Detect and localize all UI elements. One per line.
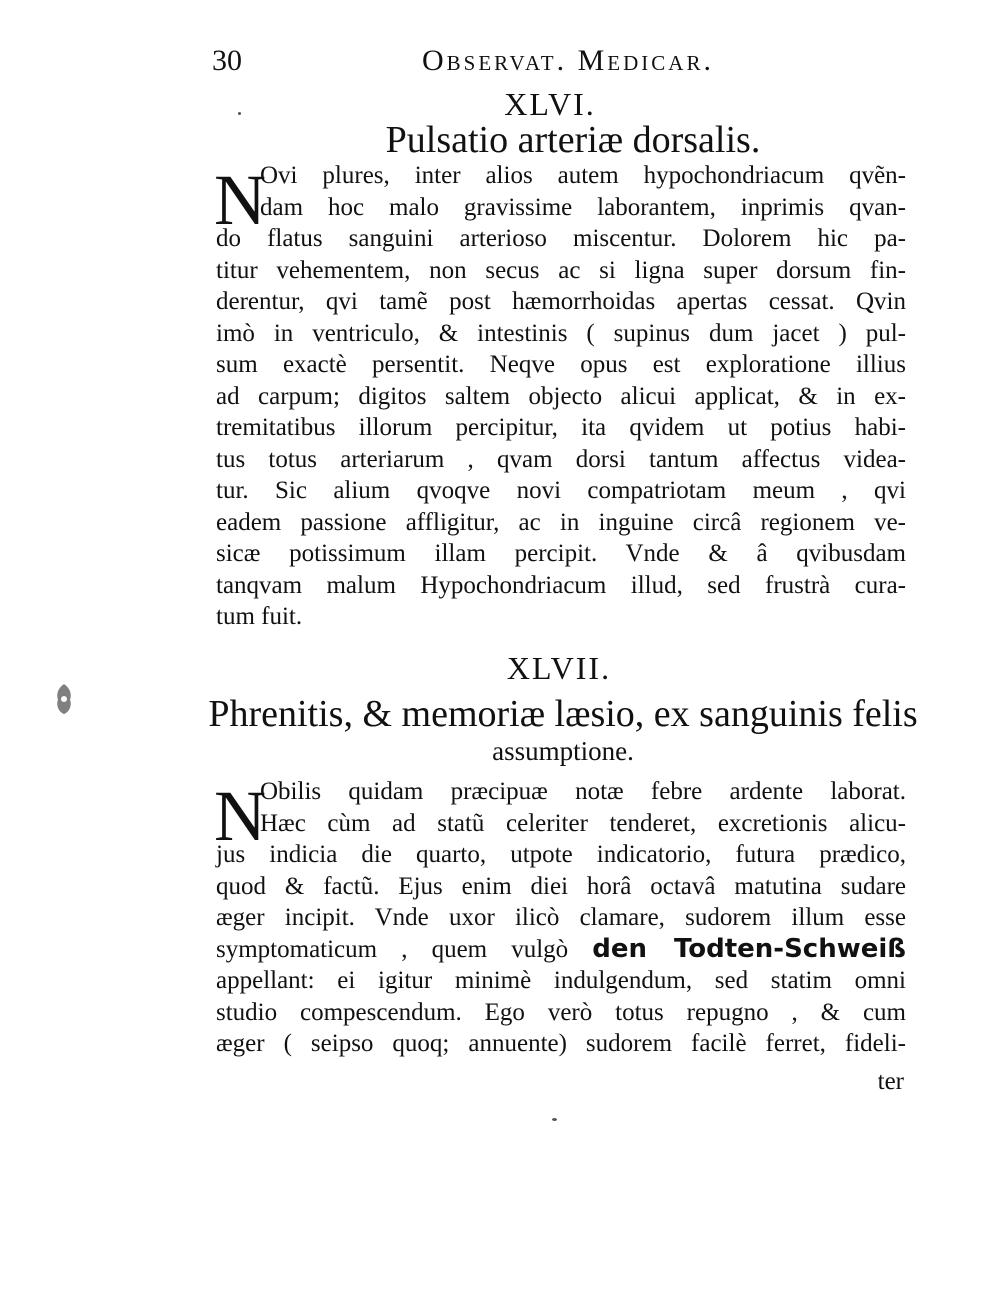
text-line: tus totus arteriarum , qvam dorsi tantum affectus videa-: [216, 445, 906, 473]
text-line: tur. Sic alium qvoqve novi compatriotam meum , qvi: [216, 477, 906, 504]
text-line: titur vehementem, non secus ac si ligna super dorsum fin-: [216, 256, 906, 284]
paper-speck: [552, 1118, 557, 1121]
margin-ornament-icon: [52, 682, 76, 716]
running-head: [212, 44, 912, 84]
text-line: tanqvam malum Hypochondriacum illud, sed frustrà cura-: [216, 571, 906, 599]
text-line: sum exactè persentit. Neqve opus est exploratione illius: [216, 351, 906, 378]
text-line: derentur, qvi tamẽ post hæmorrhoidas apertas cessat. Qvin: [216, 288, 906, 315]
text-line: æger ( seipso quoq; annuente) sudorem facilè ferret, fideli-: [216, 1030, 906, 1057]
text-line: Ovi plures, inter alios autem hypochondriacum qvẽn-: [260, 162, 906, 189]
text-line: æger incipit. Vnde uxor ilicò clamare, sudorem illum esse: [216, 904, 906, 931]
text-line: studio compescendum. Ego verò totus repugno , & cum: [216, 998, 906, 1026]
text-line: imò in ventriculo, & intestinis ( supinus dum jacet ) pul-: [216, 319, 906, 347]
text-line: do flatus sanguini arterioso miscentur. Dolorem hic pa-: [216, 225, 906, 252]
body-text: [216, 160, 906, 633]
text-line-with-blackletter: [216, 934, 906, 966]
running-title: Observat. Medicar.: [422, 44, 714, 77]
page-number: 30: [212, 44, 242, 77]
paper-speck: [238, 112, 241, 115]
text-line: jus indicia die quarto, utpote indicatorio, futura prædico,: [216, 841, 906, 868]
drop-capital: N: [214, 160, 266, 240]
section-title: Phrenitis, & memoriæ læsio, ex sanguinis felis: [208, 693, 918, 735]
catchword: ter: [877, 1068, 904, 1095]
section-number: XLVI.: [504, 86, 596, 122]
text-line: Obilis quidam præcipuæ notæ febre ardente laborat.: [260, 778, 906, 805]
text-line: appellant: ei igitur minimè indulgendum, sed statim omni: [216, 967, 906, 994]
text-line: quod & factũ. Ejus enim diei horâ octavâ matutina sudare: [216, 872, 906, 900]
body-text: [216, 776, 906, 1060]
blackletter-phrase: den Todten-Schweiß: [592, 933, 906, 964]
text-line: tum fuit.: [216, 603, 303, 630]
drop-capital: N: [214, 776, 266, 856]
text-line: Hæc cùm ad statũ celeriter tenderet, excretionis alicu-: [260, 809, 906, 837]
text-line: dam hoc malo gravissime laborantem, inprimis qvan-: [260, 193, 906, 221]
text-line: ad carpum; digitos saltem objecto alicui applicat, & in ex-: [216, 382, 906, 410]
section-number: XLVII.: [506, 650, 612, 686]
text-line: eadem passione affligitur, ac in inguine circâ regionem ve-: [216, 508, 906, 536]
section-subtitle: assumptione.: [492, 736, 634, 766]
text-fragment: symptomaticum , quem vulgò: [216, 935, 569, 963]
section-title: Pulsatio arteriæ dorsalis.: [385, 119, 761, 161]
text-line: sicæ potissimum illam percipit. Vnde & â qvibusdam: [216, 540, 906, 567]
text-line: tremitatibus illorum percipitur, ita qvidem ut potius habi-: [216, 414, 906, 441]
